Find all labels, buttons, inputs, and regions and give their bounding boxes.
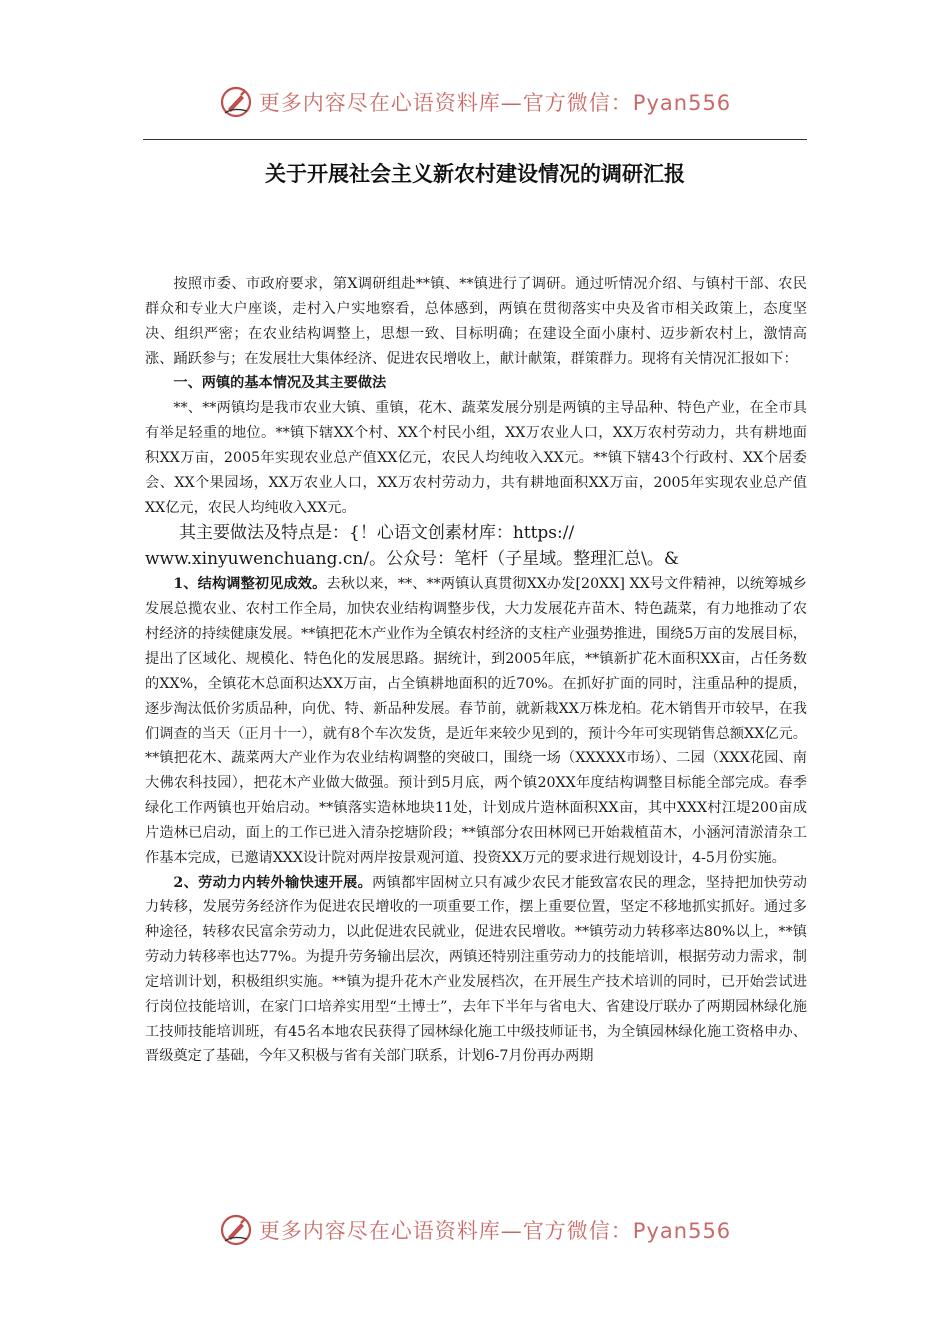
banner-text: 更多内容尽在心语资料库—官方微信：Pyan556 bbox=[258, 1219, 732, 1243]
document-title: 关于开展社会主义新农村建设情况的调研汇报 bbox=[265, 162, 685, 186]
header-divider bbox=[143, 139, 807, 140]
document-body bbox=[145, 272, 807, 1069]
watermark-line-2: www.xinyuwenchuang.cn/。公众号：笔杆（子星域。整理汇总\。& bbox=[145, 549, 679, 570]
watermark-line-1: 其主要做法及特点是：{！心语文创素材库：https:// bbox=[179, 523, 575, 544]
footer-banner bbox=[0, 1210, 950, 1250]
section-heading-text: 一、两镇的基本情况及其主要做法 bbox=[173, 375, 387, 392]
basic-info-paragraph: **、**两镇均是我市农业大镇、重镇，花木、蔬菜发展分别是两镇的主导品种、特色产业，在全市具有举足轻重的地位。**镇下辖XX个村、XX个村民小组，XX万农业人口，XX万农村劳动力，共有耕地面积XX万亩，2005年实现农业总产值XX亿元，农民人均纯收入XX元。**镇下辖43个行政村、XX个居委会、XX个果园场，XX万农业人口，XX万农村劳动力，共有耕地面积XX万亩，2005年实现农业总产值XX亿元，农民人均纯收入XX元。 bbox=[145, 400, 807, 516]
subsection-1 bbox=[145, 572, 807, 870]
section-heading bbox=[145, 371, 807, 396]
subsection-1-body: 去秋以来，**、**两镇认真贯彻XX办发[20XX] XX号文件精神，以统筹城乡发展总揽农业、农村工作全局，加快农业结构调整步伐，大力发展花卉苗木、特色蔬菜，有力地推动了农村经济的持续健康发展。**镇把花木产业作为全镇农村经济的支柱产业强势推进，围绕5万亩的发展目标，提出了区域化、规模化、特色化的发展思路。据统计，到2005年底，**镇新扩花木面积XX亩，占任务数的XX%，全镇花木总面积达XX万亩，占全镇耕地面积的近70%。在抓好扩面的同时，注重品种的提质，逐步淘汰低价劣质品种，向优、特、新品种发展。春节前，就新栽XX万株龙柏。花木销售开市较早，在我们调查的当天（正月十一），就有8个车次发货，是近年来较少见到的，预计今年可实现销售总额XX亿元。**镇把花木、蔬菜两大产业作为农业结构调整的突破口，围绕一场（XXXXX市场）、二园（XXX花园、南大佛农科技园），把花木产业做大做强。预计到5月底，两个镇20XX年度结构调整目标能全部完成。春季绿化工作两镇也开始启动。**镇落实造林地块11处，计划成片造林面积XX亩，其中XXX村江堤200亩成片造林已启动，面上的工作已进入清杂挖塘阶段；**镇部分农田林网已开始栽植苗木，小涵河清淤清杂工作基本完成，已邀请XXX设计院对两岸按景观河道、投资XX万元的要求进行规划设计，4-5月份实施。 bbox=[145, 576, 807, 866]
subsection-2 bbox=[145, 871, 807, 1070]
intro-paragraph: 按照市委、市政府要求，第X调研组赴**镇、**镇进行了调研。通过听情况介绍、与镇村干部、农民群众和专业大户座谈，走村入户实地察看，总体感到，两镇在贯彻落实中央及省市相关政策上，态度坚决、组织严密；在农业结构调整上，思想一致、目标明确；在建设全面小康村、迈步新农村上，激情高涨、踊跃参与；在发展壮大集体经济、促进农民增收上，献计献策，群策群力。现将有关情况汇报如下： bbox=[145, 276, 807, 367]
banner-text: 更多内容尽在心语资料库—官方微信：Pyan556 bbox=[258, 91, 732, 115]
pen-logo-icon bbox=[219, 85, 253, 119]
pen-logo-icon bbox=[219, 1213, 253, 1247]
subsection-2-heading: 2、劳动力内转外输快速开展。 bbox=[173, 874, 373, 891]
header-banner bbox=[0, 82, 950, 122]
subsection-2-body: 两镇都牢固树立只有减少农民才能致富农民的理念，坚持把加快劳动力转移，发展劳务经济作为促进农民增收的一项重要工作，摆上重要位置，坚定不移地抓实抓好。通过多种途径，转移农民富余劳动力，以此促进农民就业，促进农民增收。**镇劳动力转移率达80%以上，**镇劳动力转移率也达77%。为提升劳务输出层次，两镇还特别注重劳动力的技能培训，根据劳动力需求，制定培训计划，积极组织实施。**镇为提升花木产业发展档次，在开展生产技术培训的同时，已开始尝试进行岗位技能培训，在家门口培养实用型“土博士”，去年下半年与省电大、省建设厅联办了两期园林绿化施工技师技能培训班，有45名本地农民获得了园林绿化施工中级技师证书，为全镇园林绿化施工资格申办、晋级奠定了基础，今年又积极与省有关部门联系，计划6-7月份再办两期 bbox=[145, 874, 807, 1065]
subsection-1-heading: 1、结构调整初见成效。 bbox=[173, 576, 327, 593]
